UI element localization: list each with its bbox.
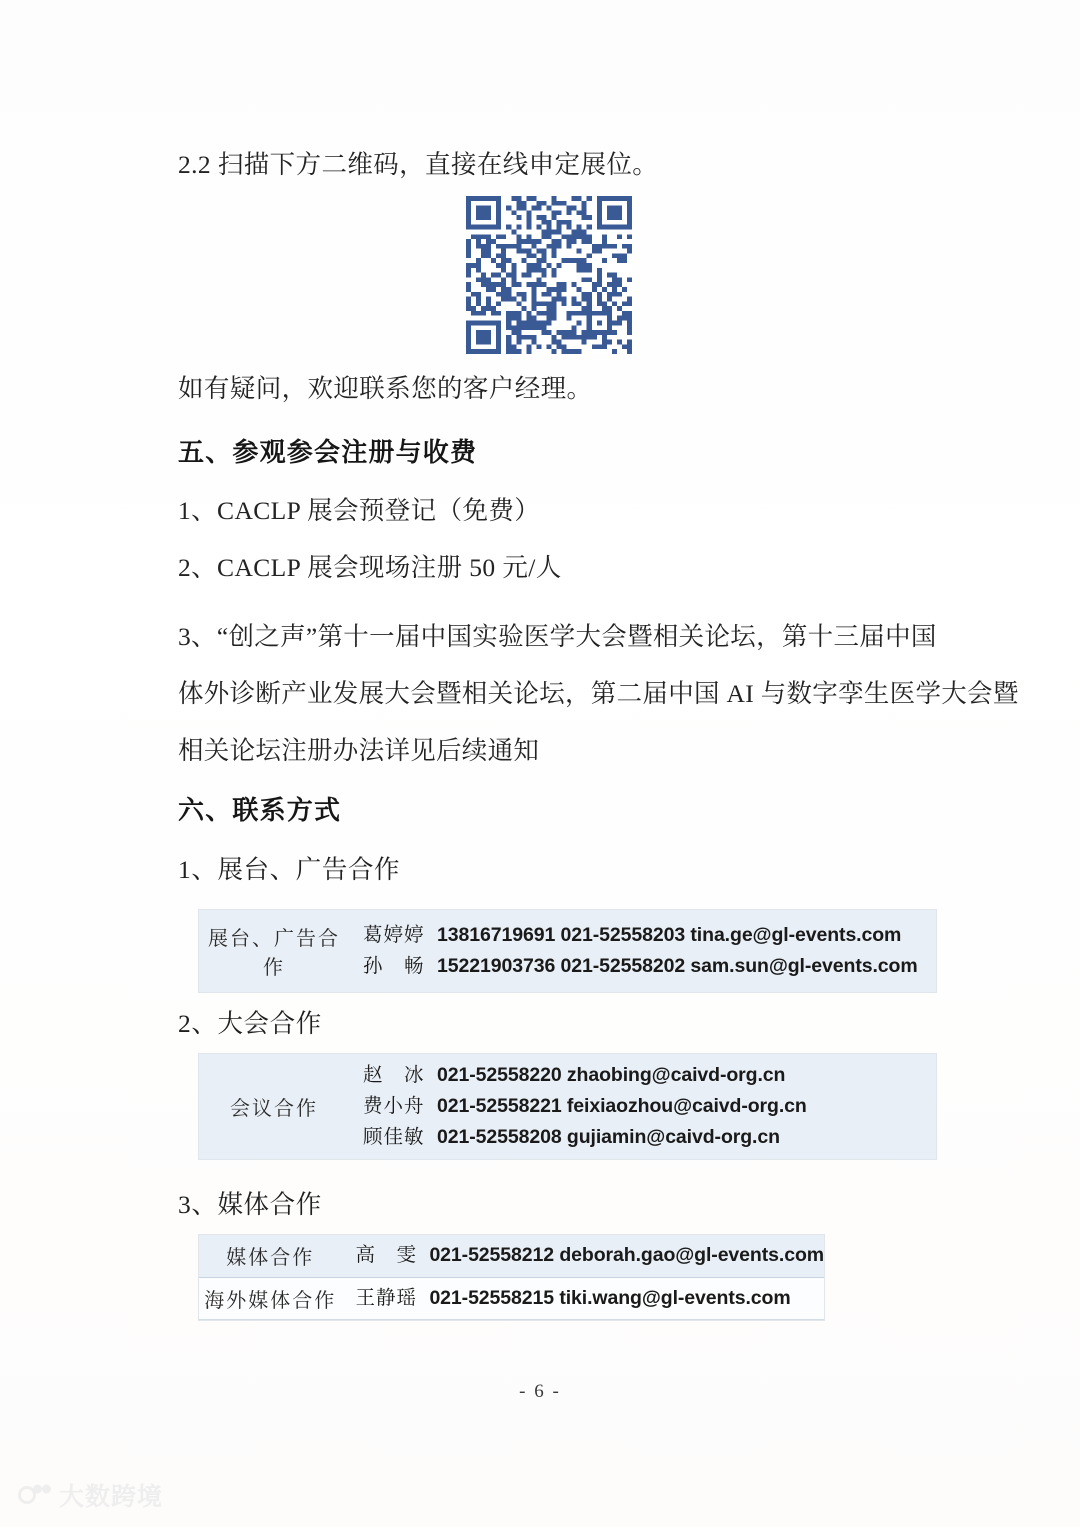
contact-details-cell (341, 1235, 824, 1277)
registration-item-3 (178, 608, 1019, 779)
registration-item-1: 1、CACLP 展会预登记（免费） (178, 496, 541, 525)
group-label-booth-advertising: 1、展台、广告合作 (178, 855, 401, 884)
watermark-text: 大数跨境 (59, 1483, 164, 1511)
contact-detail: 15221903736 021-52558202 sam.sun@gl-events.com (437, 955, 918, 977)
booth-advertising-contacts-table (199, 910, 936, 992)
contact-name: 顾佳敏 (363, 1127, 425, 1148)
contact-category-label: 会议合作 (230, 1098, 318, 1120)
contact-category-label: 展台、广告合作 (208, 928, 340, 979)
contact-entry (363, 920, 936, 951)
contact-detail: 021-52558215 tiki.wang@gl-events.com (429, 1286, 791, 1309)
contact-detail: 021-52558221 feixiaozhou@caivd-org.cn (437, 1095, 807, 1117)
contact-name: 赵 冰 (363, 1065, 425, 1086)
group-label-media: 3、媒体合作 (178, 1190, 322, 1219)
contact-name: 王静瑶 (355, 1287, 417, 1309)
contact-category-label: 媒体合作 (199, 1235, 341, 1277)
contact-entry (363, 1060, 936, 1091)
contact-details-cell (349, 1054, 936, 1159)
customer-manager-note: 如有疑问，欢迎联系您的客户经理。 (178, 374, 593, 403)
contact-name: 高 雯 (355, 1245, 417, 1267)
registration-item-3-line-1: 3、“创之声”第十一届中国实验医学大会暨相关论坛，第十三届中国 (178, 622, 937, 651)
instruction-line: 2.2 扫描下方二维码，直接在线申定展位。 (178, 150, 659, 179)
contact-entry (355, 1283, 824, 1314)
contact-detail: 021-52558212 deborah.gao@gl-events.com (429, 1244, 824, 1267)
contact-detail: 13816719691 021-52558203 tina.ge@gl-events.com (437, 924, 902, 946)
group-label-conference: 2、大会合作 (178, 1009, 322, 1038)
registration-item-2: 2、CACLP 展会现场注册 50 元/人 (178, 553, 562, 582)
contact-details-cell (349, 910, 936, 992)
contact-name: 孙 畅 (363, 956, 425, 977)
contact-name: 费小舟 (363, 1096, 425, 1117)
watermark (18, 1477, 163, 1513)
conference-contacts-table (199, 1054, 936, 1159)
contact-entry (363, 1091, 936, 1122)
contact-entry (363, 951, 936, 982)
section-five-heading: 五、参观参会注册与收费 (178, 438, 478, 467)
table-row (199, 1235, 824, 1277)
registration-item-3-line-2: 体外诊断产业发展大会暨相关论坛，第二届中国 AI 与数字孪生医学大会暨 (178, 679, 1019, 708)
contact-detail: 021-52558208 gujiamin@caivd-org.cn (437, 1126, 780, 1148)
contact-category-label: 海外媒体合作 (199, 1277, 341, 1319)
booth-application-qr-code[interactable] (466, 196, 632, 354)
contact-entry (355, 1240, 824, 1271)
table-row (199, 1277, 824, 1319)
contact-details-cell (341, 1277, 824, 1319)
media-contacts-table (199, 1235, 824, 1320)
circles-logo-icon (18, 1482, 52, 1509)
qr-code-canvas (466, 196, 632, 354)
page-number: - 6 - (519, 1381, 561, 1402)
contact-detail: 021-52558220 zhaobing@caivd-org.cn (437, 1064, 786, 1086)
contact-entry (363, 1122, 936, 1153)
section-six-heading: 六、联系方式 (178, 796, 342, 825)
table-row (199, 910, 936, 992)
contact-name: 葛婷婷 (363, 925, 425, 946)
table-row (199, 1054, 936, 1159)
registration-item-3-line-3: 相关论坛注册办法详见后续通知 (178, 736, 540, 765)
